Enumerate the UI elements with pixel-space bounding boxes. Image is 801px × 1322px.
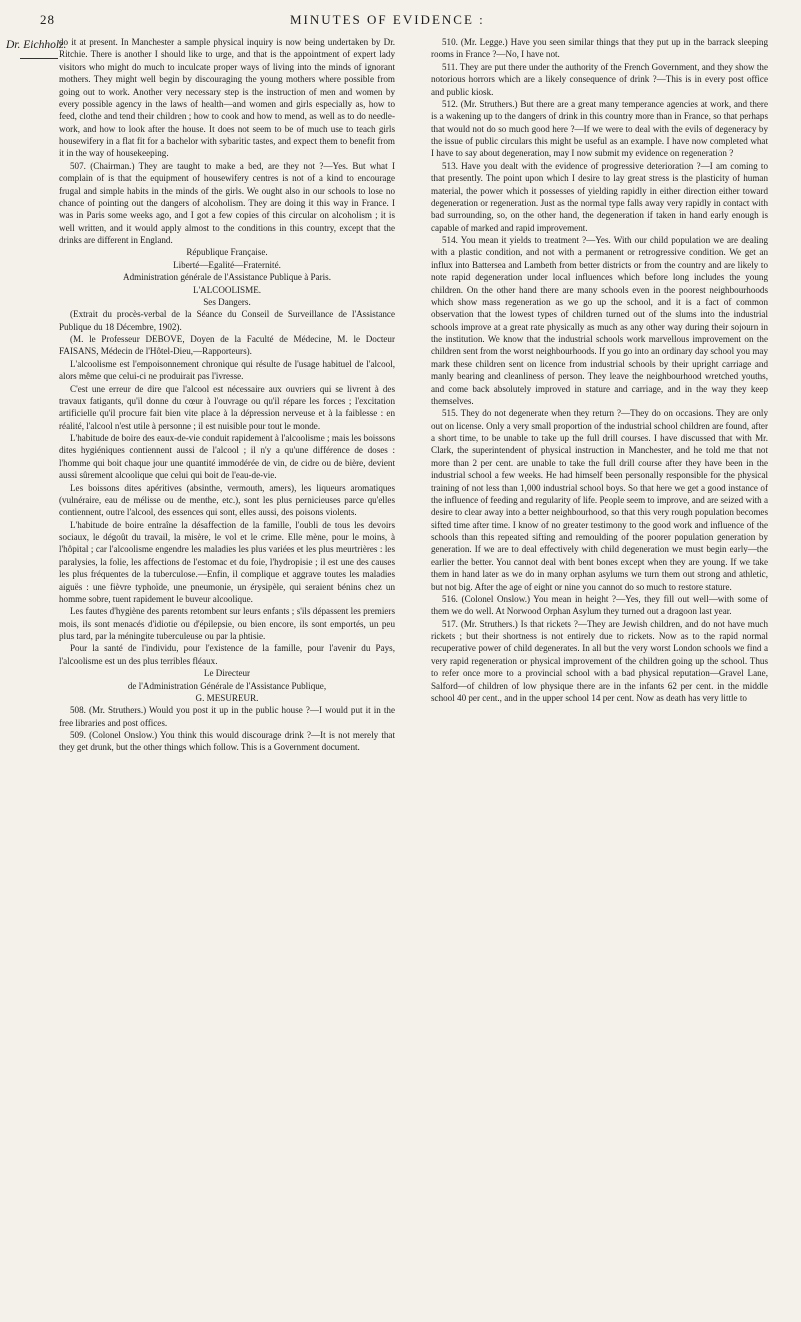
paragraph: de l'Administration Générale de l'Assistance Publique, [127,680,327,691]
paragraph: 514. You mean it yields to treatment ?—Yes. With our child population we are dealing with a plastic condition, and not with a permanent or retrogressive condition. We get an influx into Battersea and Lambeth from better districts or from the country and are likely to note rapid degeneration under local influences which before long includes the young children. On the other hand there are many schools even in the poorest neighbourhoods which show mass regeneration as we go up the school, and it is a fact of common observation that the lowest types of children turned out of the slums into the industrial schools improve at a great rate physically as much as any other way during their sojourn in the institution. We know that the industrial schools work marvellous improvement on the children sent from the worst neighbourhoods. If you go into an ordinary day school you may mark these children sent on licence from industrial schools by their upright carriage and manly bearing and cleanliness of person. They leave the neighbourhood wretched youths, and come back absolutely improved in stature and carriage, and in the way they keep themselves. [431,235,768,406]
page-header [0,12,801,34]
paragraph: 512. (Mr. Struthers.) But there are a great many temperance agencies at work, and there is a wakening up to the dangers of drink in this country more than in France, so that perhaps that would not do so much good here ?—If we were to deal with the evils of degeneracy by the issue of public circulars this might be useful as an example. I have now completed what I have to say about degeneration, may I now submit my evidence on regeneration ? [431,98,768,159]
paragraph: 507. (Chairman.) They are taught to make a bed, are they not ?—Yes. But what I complain of is that the equipment of housewifery centres is not of a kind to encourage frugal and simple habits in the minds of the girls. We ought also in our schools to lose no chance of pointing out the dangers of alcoholism. They are doing it this way in France. I was in Paris some weeks ago, and I got a few copies of this circular on alcoholism ; it is well written, and it would apply almost to the conditions in this country, except that the drinks are different in England. [59,160,395,245]
paragraph: Le Directeur [203,668,251,679]
margin-rule [20,58,58,59]
paragraph: Les fautes d'hygiène des parents retombent sur leurs enfants ; s'ils dépassent les premiers mois, ils sont menacés d'idiotie ou d'épilepsie, ou bien encore, ils sont emportés, un peu plus tard, par la méningite tuberculeuse ou par la phtisie. [59,606,395,641]
paragraph: 516. (Colonel Onslow.) You mean in height ?—Yes, they fill out well—with some of them we do well. At Norwood Orphan Asylum they turned out a dragoon last year. [431,593,768,617]
left-column [59,36,395,1316]
paragraph: Administration générale de l'Assistance Publique à Paris. [123,272,331,283]
paragraph: Liberté—Egalité—Fraternité. [173,259,281,270]
paragraph: L'alcoolisme est l'empoisonnement chronique qui résulte de l'usage habituel de l'alcool, alors même que celui-ci ne produirait pas l'ivresse. [59,358,395,382]
right-column [431,36,768,1316]
paragraph: 511. They are put there under the authority of the French Government, and they show the notorious horrors which are a likely consequence of drink ?—This is in every post office and public kiosk. [431,61,768,97]
paragraph: L'ALCOOLISME. [192,284,262,295]
paragraph: C'est une erreur de dire que l'alcool est nécessaire aux ouvriers qui se livrent à des travaux fatigants, qu'il donne du cœur à l'ouvrage ou qu'il répare les forces ; l'excitation artificielle qu'il procure fait bien vite place à la dépression nerveuse et à la faiblesse : en réalité, l'alcool n'est utile à personne ; il est nuisible pour tout le monde. [59,383,395,431]
running-title: MINUTES OF EVIDENCE : [290,12,485,27]
paragraph: L'habitude de boire des eaux-de-vie conduit rapidement à l'alcoolisme ; mais les boissons dites hygiéniques contiennent aussi de l'alcool ; il n'y a qu'une différence de doses : l'homme qui boit chaque jour une quantité immodérée de vin, de cidre ou de bière, devient aussi sûrement alcoolique que celui qui boit de l'eau-de-vie. [59,433,395,481]
paragraph: do it at present. In Manchester a sample physical inquiry is now being undertaken by Dr. Ritchie. There is another I should like to urge, and that is the appointment of expert lady visitors who might do much to inculcate proper ways of living into the minds of ignorant mothers. They might well begin by discouraging the young mothers where possible from going out to work. Another very necessary step is the instruction of men and women by every possible agency in the laws of health—and women and girls especially as, how to feed, clothe and tend their children ; how to cook and how to mend, as well as to do needle-work, and how to look after the house. It does not seem to be of much use to teach girls housewifery in a flat fit for a bachelor with sybaritic tastes, and expect them to benefit from it in the way of housekeeping. [59,37,395,159]
paragraph: (Extrait du procès-verbal de la Séance du Conseil de Surveillance de l'Assistance Publique du 18 Décembre, 1902). [59,309,395,332]
paragraph: 513. Have you dealt with the evidence of progressive deterioration ?—I am coming to that presently. The point upon which I desire to lay great stress is the plasticity of human material, the power which it possesses of yielding rapidly in either direction either toward degeneration or regeneration. Just as the normal type falls away very rapidly in contact with bad surrounding, so, on the other hand, the degeneration if taken in hand early enough is capable of marked and rapid improvement. [431,160,768,233]
paragraph: Pour la santé de l'individu, pour l'existence de la famille, pour l'avenir du Pays, l'alcoolisme est un des plus terribles fléaux. [59,643,395,666]
paragraph: G. MESUREUR. [195,692,259,703]
paragraph: Ses Dangers. [203,296,251,307]
paragraph: (M. le Professeur DEBOVE, Doyen de la Faculté de Médecine, M. le Docteur FAISANS, Médecin de l'Hôtel-Dieu,—Rapporteurs). [59,334,395,357]
paragraph: République Française. [186,247,268,258]
paragraph: 508. (Mr. Struthers.) Would you post it up in the public house ?—I would put it in the free libraries and post offices. [59,705,395,728]
paragraph: Les boissons dites apéritives (absinthe, vermouth, amers), les liqueurs aromatiques (vulnéraire, eau de mélisse ou de menthe, etc.), sont les plus pernicieuses parce qu'elles contiennent, outre l'alcool, des essences qui sont, elles aussi, des poisons violents. [59,482,395,518]
page-number: 28 [40,12,55,27]
paragraph: 510. (Mr. Legge.) Have you seen similar things that they put up in the barrack sleeping rooms in France ?—No, I have not. [431,37,768,60]
witness-name: Dr. Eichholz. [6,39,67,51]
paragraph: 515. They do not degenerate when they return ?—They do on occasions. They are only out on license. Only a very small proportion of the industrial school children are found, after a short time, to be unable to take up the full drill courses. I have discussed that with Mr. Clark, the superintendent of physical instruction in Manchester, and he told me that not more than 2 per cent. are unable to take the full drill course after they have been in the industrial school a few weeks. He had himself been personally responsible for the physical training of not less than 1,000 industrial school boys. So that here we get a good instance of the influence of feeding and regularity of life. People seem to improve, and are seized with a desire to clear away into a better neighbourhood, so that this very rough population becomes sifted time after time. I know of no greater testimony to the good work and influence of the schools than this repeated sifting and remoulding of the poorer population generation by generation. If we are to deal effectively with child degeneration we must begin early—the earlier the better. You cannot deal with bent bones except when they are young. If we take them in hand later as we do in many orphan asylums we turn them out strong and athletic, but not big. After the age of eight or nine you cannot do so much to restore stature. [431,408,768,592]
paragraph: 517. (Mr. Struthers.) Is that rickets ?—They are Jewish children, and do not have much rickets ; but their shortness is not entirely due to rickets. Now as to the rapid normal recuperative power of child degenerates. In all but the very worst London schools we find a very rapid regeneration or physical improvement of the children going up the school. Thus to refer once more to a provincial school with a bad physical reputation—Gravel Lane, Salford—of children of low physique there are in the infants 62 per cent. in the middle school 40 per cent., and in the upper school 14 per cent. Now as death has very little to [431,618,768,703]
paragraph: L'habitude de boire entraîne la désaffection de la famille, l'oubli de tous les devoirs sociaux, le dégoût du travail, la misère, le vol et le crime. Elle mène, pour le moins, à l'hôpital ; car l'alcoolisme engendre les maladies les plus variées et les plus meurtrières : les paralysies, la folie, les affections de l'estomac et du foie, l'hydropisie ; il est une des causes les plus fréquentes de la tuberculose.—Enfin, il complique et aggrave toutes les maladies aiguës : une fièvre typhoïde, une pneumonie, un érysipèle, qui seraient bénins chez un homme sobre, tuent rapidement le buveur alcoolique. [59,519,395,604]
paragraph: 509. (Colonel Onslow.) You think this would discourage drink ?—It is not merely that they get drunk, but the other things which follow. This is a Government document. [59,730,395,753]
